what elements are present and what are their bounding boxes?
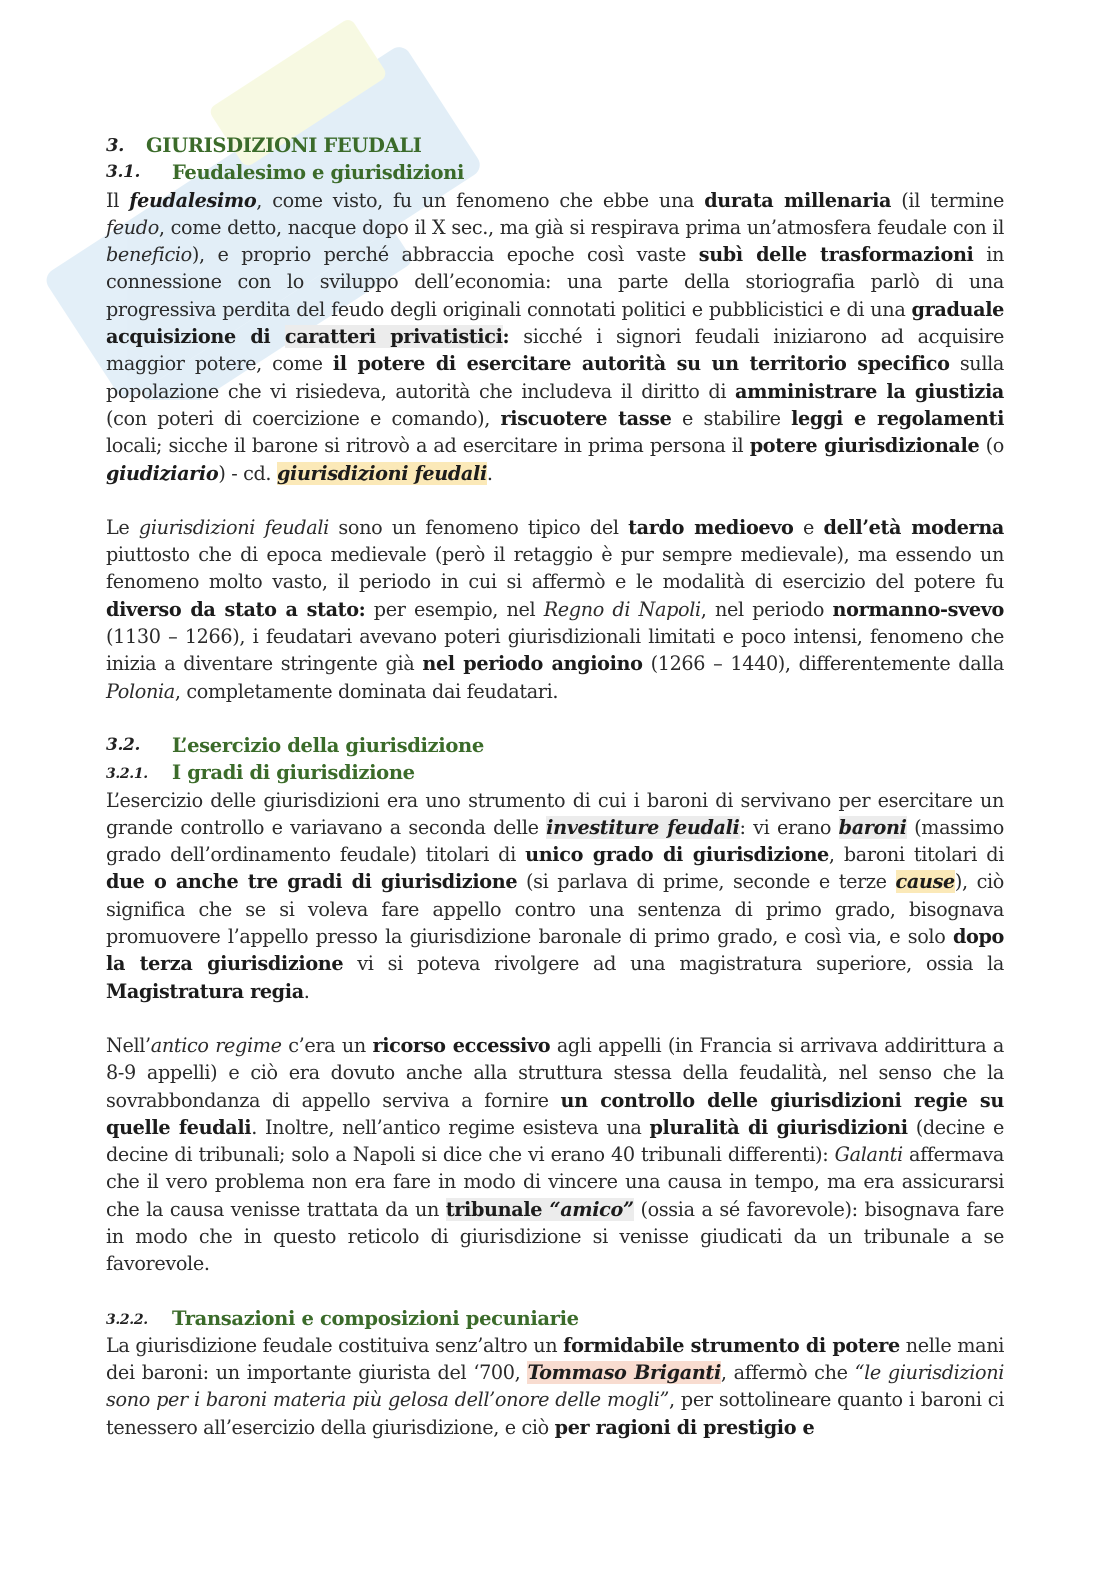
- section-title: Transazioni e composizioni pecuniarie: [172, 1306, 579, 1330]
- section-title: I gradi di giurisdizione: [172, 761, 415, 785]
- section-title: Feudalesimo e giurisdizioni: [172, 161, 465, 185]
- subsection-heading: [106, 732, 1004, 759]
- paragraph-giurisdizioni: Le giurisdizioni feudali sono un fenomeno tipico del tardo medioevo e dell’età moderna piuttosto che di epoca medievale (però il retaggio è pur sempre medievale), ma essendo un fenomeno molto vasto, il periodo in cui si affermò e le modalità di esercizio del potere fu diverso da stato a stato: per esempio, nel Regno di Napoli, nel periodo normanno-svevo (1130 – 1266), i feudatari avevano poteri giurisdizionali limitati e poco intensi, fenomeno che inizia a diventare stringente già nel periodo angioino (1266 – 1440), differentemente dalla Polonia, completamente dominata dai feudatari.: [106, 515, 1004, 703]
- subsubsection-heading: [106, 759, 1004, 786]
- subsubsection-heading: [106, 1305, 1004, 1332]
- section-heading: [106, 132, 1004, 159]
- section-number: 3.2.1.: [106, 766, 148, 783]
- paragraph-gradi: L’esercizio delle giurisdizioni era uno strumento di cui i baroni di servivano per esercitare un grande controllo e variavano a seconda delle investiture feudali: vi erano baroni (massimo grado dell’ordinamento feudale) titolari di unico grado di giurisdizione, baroni titolari di due o anche tre gradi di giurisdizione (si parlava di prime, seconde e terze cause), ciò significa che se si voleva fare appello contro una sentenza di primo grado, bisognava promuovere l’appello presso la giurisdizione baronale di primo grado, e così via, e solo dopo la terza giurisdizione vi si poteva rivolgere ad una magistratura superiore, ossia la Magistratura regia.: [106, 788, 1004, 1003]
- section-title: GIURISDIZIONI FEUDALI: [146, 134, 422, 157]
- section-title: L’esercizio della giurisdizione: [172, 733, 484, 757]
- section-number: 3.: [106, 135, 125, 156]
- subsection-heading: [106, 159, 1004, 186]
- paragraph-transazioni: La giurisdizione feudale costituiva senz’altro un formidabile strumento di potere nelle mani dei baroni: un importante giurista del ‘700, Tommaso Briganti, affermò che “le giurisdizioni sono per i baroni materia più gelosa dell’onore delle mogli”, per sottolineare quanto i baroni ci tenessero all’esercizio della giurisdizione, e ciò per ragioni di prestigio e: [106, 1333, 1005, 1439]
- section-number: 3.1.: [106, 162, 141, 183]
- section-number: 3.2.2.: [106, 1311, 148, 1328]
- document-body: [106, 132, 1004, 1441]
- paragraph-antico-regime: Nell’antico regime c’era un ricorso eccessivo agli appelli (in Francia si arrivava addirittura a 8-9 appelli) e ciò era dovuto anche alla struttura stessa della feudalità, nel senso che la sovrabbondanza di appello serviva a fornire un controllo delle giurisdizioni regie su quelle feudali. Inoltre, nell’antico regime esisteva una pluralità di giurisdizioni (decine e decine di tribunali; solo a Napoli si dice che vi erano 40 tribunali differenti): Galanti affermava che il vero problema non era fare in modo di vincere una causa in tempo, ma era assicurarsi che la causa venisse trattata da un tribunale “amico” (ossia a sé favorevole): bisognava fare in modo che in questo reticolo di giurisdizione si venisse giudicati da un tribunale a se favorevole.: [106, 1033, 1004, 1276]
- section-number: 3.2.: [106, 734, 141, 755]
- paragraph-feudalesimo: Il feudalesimo, come visto, fu un fenomeno che ebbe una durata millenaria (il termine feudo, come detto, nacque dopo il X sec., ma già si respirava prima un’atmosfera feudale con il beneficio), e proprio perché abbraccia epoche così vaste subì delle trasformazioni in connessione con lo sviluppo dell’economia: una parte della storiografia parlò di una progressiva perdita del feudo degli originali connotati politici e pubblicistici e di una graduale acquisizione di caratteri privatistici: sicché i signori feudali iniziarono ad acquisire maggior potere, come il potere di esercitare autorità su un territorio specifico sulla popolazione che vi risiedeva, autorità che includeva il diritto di amministrare la giustizia (con poteri di coercizione e comando), riscuotere tasse e stabilire leggi e regolamenti locali; sicche il barone si ritrovò a ad esercitare in prima persona il potere giurisdizionale (o giudiziario) - cd. giurisdizioni feudali.: [106, 188, 1005, 485]
